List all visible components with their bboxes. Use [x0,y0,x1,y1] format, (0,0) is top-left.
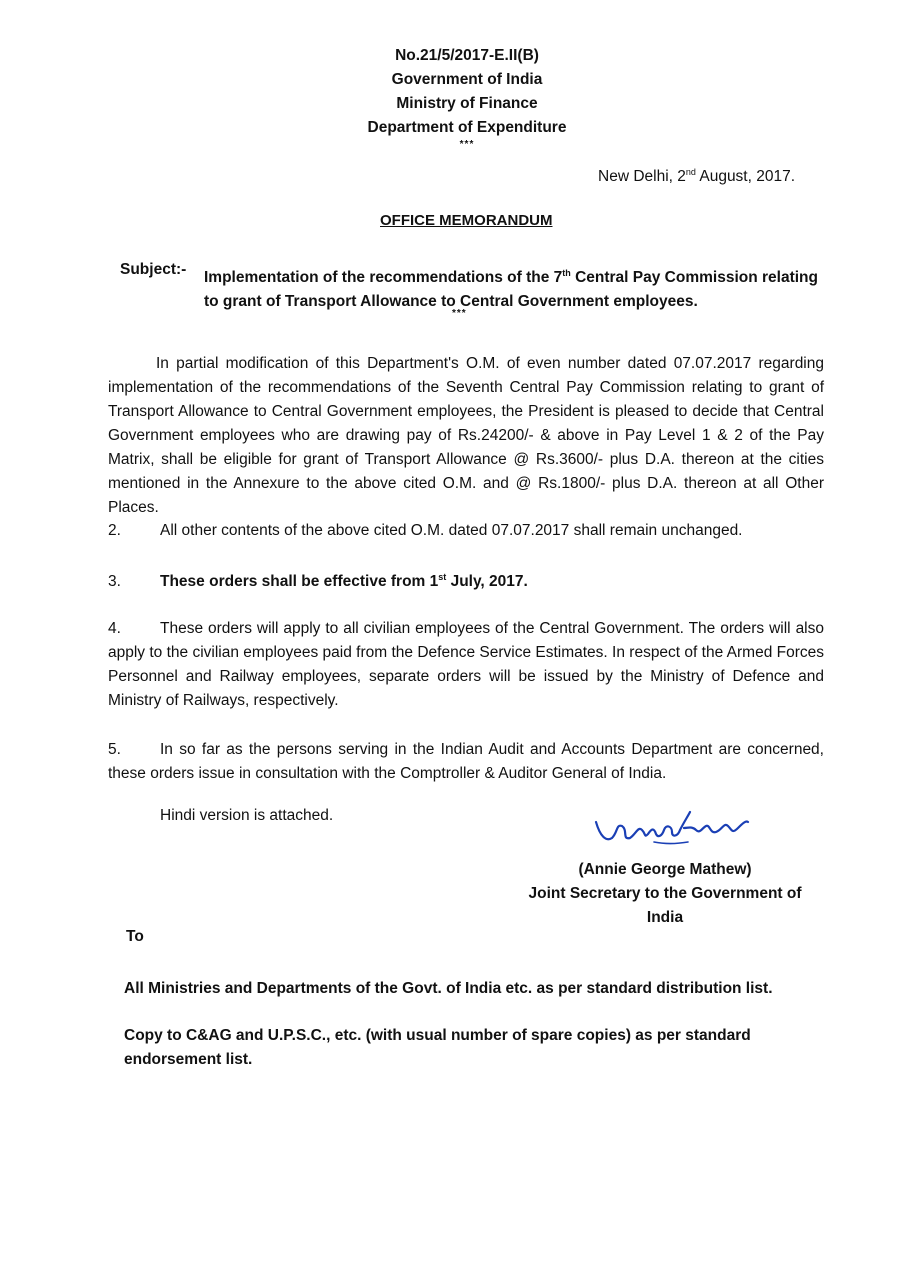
paragraph-4-number: 4. [108,620,121,637]
paragraph-2-number: 2. [108,522,121,539]
date-month-year: August, 2017. [699,168,796,186]
paragraph-3 [108,565,824,594]
hindi-version-note: Hindi version is attached. [160,807,334,824]
subject-text [204,261,824,314]
signatory-block [514,858,816,930]
place: New Delhi, [598,168,673,186]
header-separator: *** [459,139,475,150]
paragraph-5-text: In so far as the persons serving in the Indian Audit and Accounts Department are concerned, these orders issue in consultation with the Comptroller & Auditor General of India. [108,741,824,782]
date-line [598,167,795,186]
ministry-name: Ministry of Finance [396,95,538,112]
subject-text-start: Implementation of the recommendations of the 7 [204,269,563,287]
paragraph-3-text-end: July, 2017. [446,573,528,591]
signature-stroke [596,812,748,839]
subject-ordinal: th [562,268,571,278]
paragraph-5 [108,738,824,786]
distribution-list: All Ministries and Departments of the Govt. of India etc. as per standard distribution list. [124,980,773,997]
letterhead [300,44,634,150]
paragraph-3-text [160,573,528,590]
paragraph-2-text: All other contents of the above cited O.M. dated 07.07.2017 shall remain unchanged. [160,522,743,539]
paragraph-1: In partial modification of this Department's O.M. of even number dated 07.07.2017 regarding implementation of the recommendations of the Seventh Central Pay Commission relating to grant of Transport Allowance to Central Government employees, the President is pleased to decide that Central Government employees who are drawing pay of Rs.24200/- & above in Pay Level 1 & 2 of the Pay Matrix, shall be eligible for grant of Transport Allowance @ Rs.3600/- plus D.A. thereon at the cities mentioned in the Annexure to the above cited O.M. and @ Rs.1800/- plus D.A. thereon at all Other Places. [108,355,824,516]
paragraph-3-text-start: These orders shall be effective from 1 [160,573,439,591]
signature-underline [654,842,688,844]
signatory-name: (Annie George Mathew) [578,861,752,878]
government-name: Government of India [391,71,543,88]
copy-to-list: Copy to C&AG and U.P.S.C., etc. (with usual number of spare copies) as per standard endorsement list. [124,1027,751,1068]
paragraph-4-text: These orders will apply to all civilian employees of the Central Government. The orders will also apply to the civilian employees paid from the Defence Service Estimates. In respect of the Armed Forces Personnel and Railway employees, separate orders will be issued by the Ministry of Defence and Ministry of Railways, respectively. [108,620,824,709]
date-day-suffix: nd [685,167,696,177]
paragraph-4 [108,617,824,713]
file-number: No.21/5/2017-E.II(B) [395,47,539,64]
subject-label: Subject:- [120,261,187,278]
paragraph-2 [108,519,824,543]
to-label: To [126,928,144,945]
signatory-designation: Joint Secretary to the Government of India [528,885,802,926]
paragraph-3-ordinal: st [438,572,447,582]
subject-text-end: Central Pay Commission relating to grant of Transport Allowance to Central Government employees. [204,269,818,311]
handwritten-signature [592,808,752,854]
subject-separator: *** [452,308,467,319]
department-name: Department of Expenditure [367,119,567,136]
date-day: 2 [677,168,686,186]
paragraph-3-number: 3. [108,573,121,591]
paragraph-5-number: 5. [108,741,121,758]
memo-title: OFFICE MEMORANDUM [380,212,553,229]
